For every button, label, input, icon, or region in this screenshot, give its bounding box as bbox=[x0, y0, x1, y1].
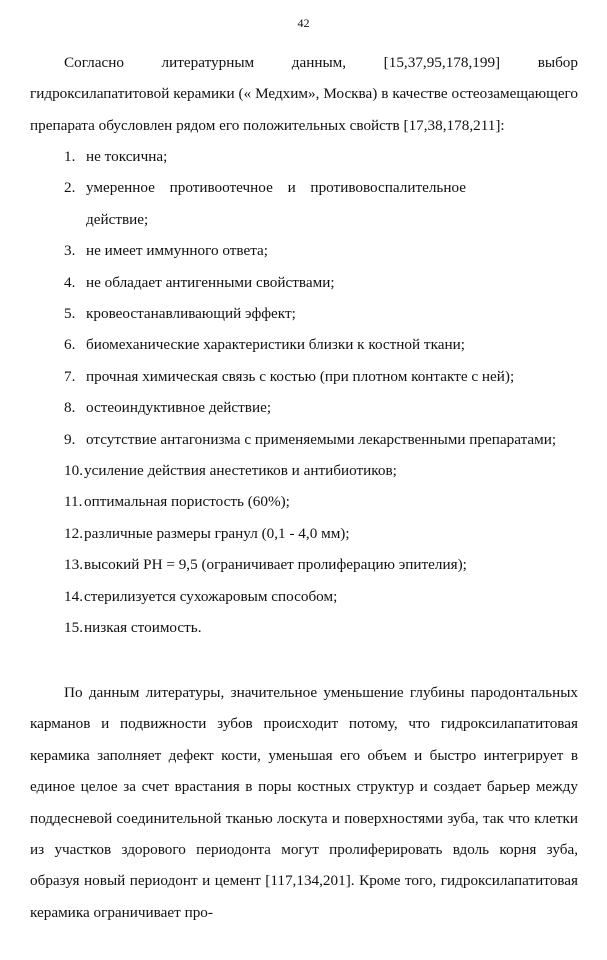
list-item-text: прочная химическая связь с костью (при плотном контакте с ней); bbox=[86, 367, 515, 385]
list-item-number: 1. bbox=[64, 148, 76, 165]
list-item-text: остеоиндуктивное действие; bbox=[86, 399, 272, 417]
list-item-number: 10. bbox=[64, 462, 83, 480]
list-item-text: не токсична; bbox=[86, 148, 168, 165]
list-item-number: 4. bbox=[64, 273, 76, 291]
list-item-text: оптимальная пористость (60%); bbox=[84, 493, 290, 511]
list-item-number: 7. bbox=[64, 367, 76, 385]
list-item bbox=[30, 298, 578, 329]
list-item bbox=[30, 486, 578, 517]
list-item-number: 5. bbox=[64, 305, 76, 323]
list-item-number: 13. bbox=[64, 556, 83, 574]
properties-list bbox=[30, 141, 578, 644]
list-item bbox=[30, 612, 578, 643]
list-item bbox=[30, 518, 578, 549]
list-item bbox=[30, 267, 578, 298]
paragraph-intro bbox=[30, 47, 578, 141]
list-item-number: 3. bbox=[64, 242, 76, 260]
list-item-text: усиление действия анестетиков и антибиотиков; bbox=[84, 462, 397, 480]
list-item-text: биомеханические характеристики близки к костной ткани; bbox=[86, 336, 465, 354]
list-item-text: не имеет иммунного ответа; bbox=[86, 242, 268, 260]
list-item-text: высокий PH = 9,5 (ограничивает пролиферацию эпителия); bbox=[84, 556, 467, 574]
list-item-number: 14. bbox=[64, 587, 83, 605]
list-item bbox=[30, 581, 578, 612]
page-number: 42 bbox=[297, 16, 310, 30]
paragraph-intro-text: Согласно литературным данным, [15,37,95,178,199] выбор гидроксилапатитовой керамики (« Медхим», Москва) в качестве остеозамещающего препарата обусловлен рядом его положительных свойств [17,38,178,211]: bbox=[30, 54, 578, 134]
list-item-number: 8. bbox=[64, 399, 76, 417]
list-item-text: низкая стоимость. bbox=[84, 619, 202, 637]
paragraph-literature-text: По данным литературы, значительное уменьшение глубины пародонтальных карманов и подвижности зубов происходит потому, что гидроксилапатитовая керамика заполняет дефект кости, уменьшая его объем и быстро интегрирует в единое целое за счет врастания в поры костных структур и создает барьер между поддесневой соединительной тканью лоскута и поверхностями зуба, так что клетки из участков здорового периодонта могут пролиферировать вдоль корня зуба, образуя новый периодонт и цемент [117,134,201]. Кроме того, гидроксилапатитовая керамика ограничивает про- bbox=[30, 684, 578, 921]
list-item-number: 2. bbox=[64, 179, 76, 197]
list-item bbox=[30, 455, 578, 486]
paragraph-literature bbox=[30, 677, 578, 928]
list-item-text: отсутствие антагонизма с применяемыми лекарственными препаратами; bbox=[86, 430, 557, 448]
list-item-number: 12. bbox=[64, 524, 83, 542]
list-item-text: различные размеры гранул (0,1 - 4,0 мм); bbox=[84, 524, 350, 542]
list-item bbox=[30, 141, 578, 172]
list-item-number: 11. bbox=[64, 493, 83, 511]
list-item bbox=[30, 424, 578, 455]
list-item bbox=[30, 235, 578, 266]
list-item bbox=[30, 172, 578, 235]
list-item bbox=[30, 549, 578, 580]
list-item-text: не обладает антигенными свойствами; bbox=[86, 273, 335, 291]
list-item bbox=[30, 361, 578, 392]
list-item-number: 15. bbox=[64, 619, 83, 637]
list-item-text: кровеостанавливающий эффект; bbox=[86, 305, 296, 323]
list-item-number: 9. bbox=[64, 430, 76, 448]
list-item bbox=[30, 329, 578, 360]
list-item-text: стерилизуется сухожаровым способом; bbox=[84, 587, 338, 605]
list-item-number: 6. bbox=[64, 336, 76, 354]
list-item bbox=[30, 392, 578, 423]
list-item-text: умеренное противоотечное и противовоспалительное действие; bbox=[86, 179, 466, 228]
